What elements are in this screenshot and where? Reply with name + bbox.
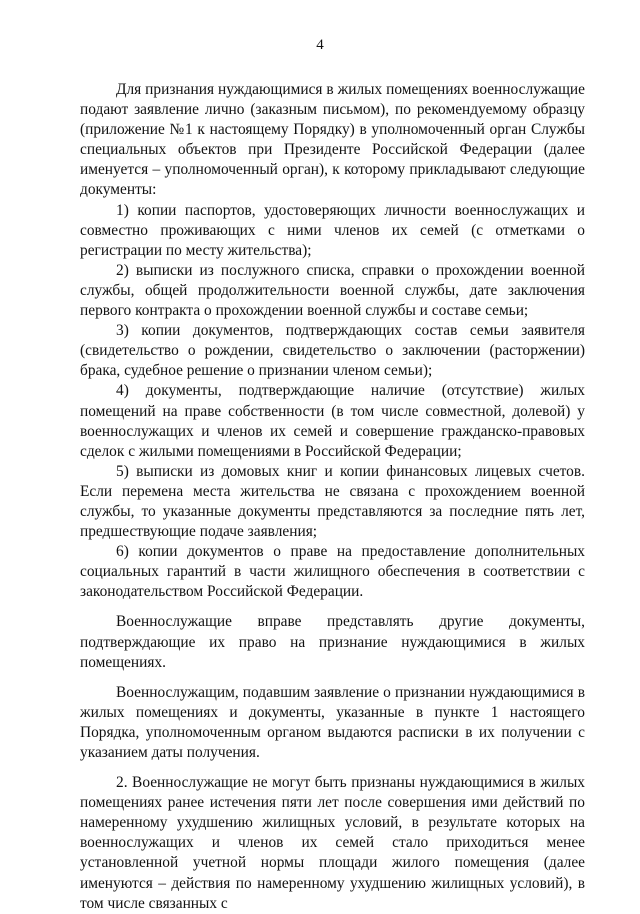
page-number: 4: [316, 37, 324, 53]
paragraph-receipts: Военнослужащим, подавшим заявление о признании нуждающимися в жилых помещениях и документы, указанные в пункте 1 настоящего Порядка, уполномоченным органом выдаются расписки в их получении с указанием даты получения.: [80, 683, 585, 761]
paragraph-item-4: 4) документы, подтверждающие наличие (отсутствие) жилых помещений на праве собственности (в том числе совместной, долевой) у военнослужащих и членов их семей и совершение гражданско-правовых сделок с жилыми помещениями в Российской Федерации;: [80, 382, 585, 460]
paragraph-section-2: 2. Военнослужащие не могут быть признаны нуждающимися в жилых помещениях ранее истечения пяти лет после совершения ими действий по намеренному ухудшению жилищных условий, в результате которых на военнослужащих и членов их семей стало приходиться менее установленной учетной нормы площади жилого помещения (далее именуются – действия по намеренному ухудшению жилищных условий), в том числе связанных с: [80, 774, 585, 912]
paragraph-item-2: 2) выписки из послужного списка, справки о прохождении военной службы, общей продолжительности военной службы, дате заключения первого контракта о прохождении военной службы и составе семьи;: [80, 261, 585, 320]
paragraph-item-3: 3) копии документов, подтверждающих состав семьи заявителя (свидетельство о рождении, свидетельство о заключении (расторжении) брака, судебное решение о признании членом семьи);: [80, 322, 585, 380]
paragraph-spacer: [80, 673, 585, 683]
paragraph-item-5: 5) выписки из домовых книг и копии финансовых лицевых счетов. Если перемена места жительства не связана с прохождением военной службы, то указанные документы представляются за последние пять лет, предшествующие подаче заявления;: [80, 462, 585, 541]
paragraph-item-1: 1) копии паспортов, удостоверяющих личности военнослужащих и совместно проживающих с ними членов их семей (с отметками о регистрации по месту жительства);: [80, 201, 585, 259]
paragraph-intro: Для признания нуждающимися в жилых помещениях военнослужащие подают заявление лично (заказным письмом), по рекомендуемому образцу (приложение №1 к настоящему Порядку) в уполномоченный орган Службы специальных объектов при Президенте Российской Федерации (далее именуется – уполномоченный орган), к которому прикладывают следующие документы:: [80, 81, 585, 199]
paragraph-other-documents: Военнослужащие вправе представлять другие документы, подтверждающие их право на признание нуждающимися в жилых помещениях.: [80, 613, 585, 671]
paragraph-spacer: [80, 763, 585, 773]
paragraph-spacer: [80, 602, 585, 612]
paragraph-item-6: 6) копии документов о праве на предоставление дополнительных социальных гарантий в части жилищного обеспечения в соответствии с законодательством Российской Федерации.: [80, 543, 585, 601]
document-body: [80, 80, 585, 914]
